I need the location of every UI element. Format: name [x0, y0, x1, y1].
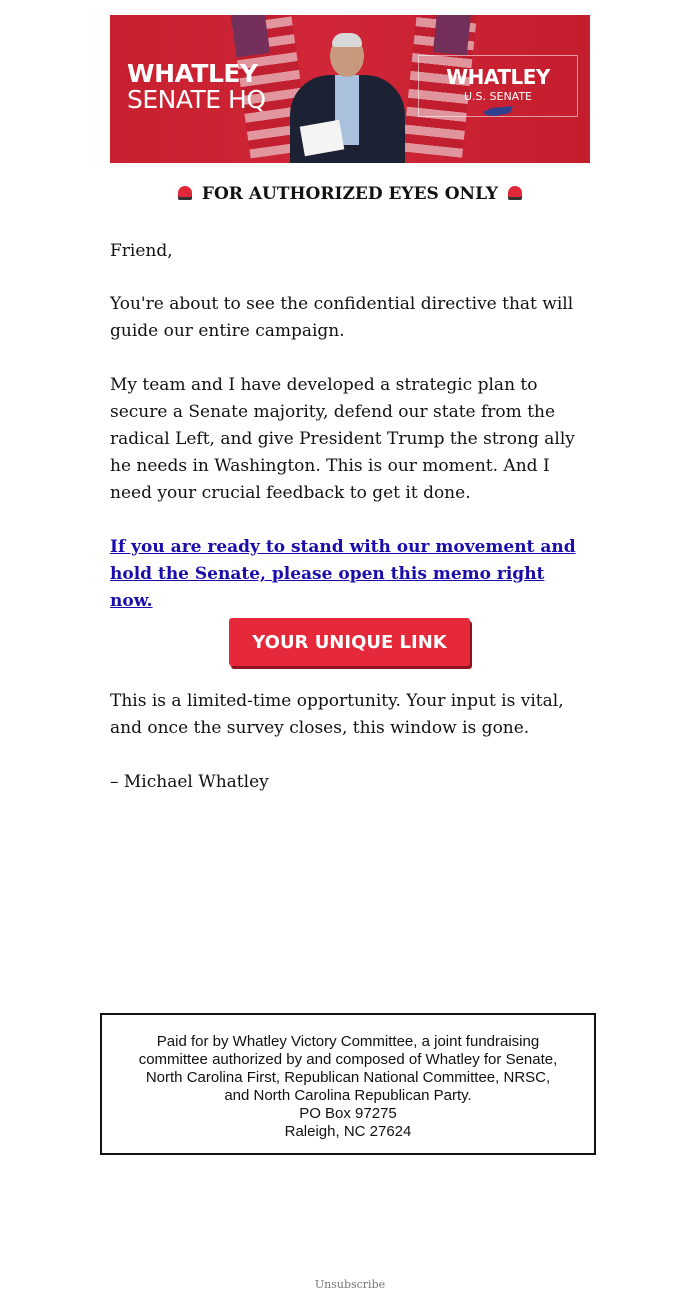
- badge-name: WHATLEY: [446, 65, 550, 89]
- body-paragraph-1: You're about to see the confidential directive that will guide our entire campaign.: [110, 294, 574, 341]
- signature: – Michael Whatley: [110, 772, 269, 792]
- paid-for-disclaimer: [100, 1013, 596, 1155]
- alert-text: FOR AUTHORIZED EYES ONLY: [201, 184, 499, 204]
- disclaimer-line: North Carolina First, Republican National Committee, NRSC,: [145, 1069, 551, 1086]
- senate-logo-badge: [418, 55, 578, 117]
- badge-subtitle: U.S. SENATE: [463, 90, 533, 103]
- siren-icon: [178, 186, 192, 200]
- disclaimer-line: and North Carolina Republican Party.: [224, 1087, 472, 1104]
- body-paragraph-3: This is a limited-time opportunity. Your input is vital, and once the survey closes, this window is gone.: [110, 691, 564, 738]
- disclaimer-line: Paid for by Whatley Victory Committee, a joint fundraising: [156, 1033, 540, 1050]
- banner-title-line1: WHATLEY: [127, 59, 258, 88]
- disclaimer-address: PO Box 97275: [299, 1105, 397, 1122]
- banner-title-line2: SENATE HQ: [127, 85, 266, 114]
- body-paragraph-2: My team and I have developed a strategic plan to secure a Senate majority, defend our state from the radical Left, and give President Trump the strong ally he needs in Washington. This is our moment. And I need your crucial feedback to get it done.: [110, 375, 575, 503]
- disclaimer-city: Raleigh, NC 27624: [284, 1123, 412, 1140]
- north-carolina-icon: [483, 106, 513, 116]
- header-banner: [110, 15, 590, 163]
- unsubscribe-link[interactable]: Unsubscribe: [314, 1278, 386, 1291]
- unique-link-button[interactable]: YOUR UNIQUE LINK: [229, 618, 470, 666]
- alert-heading: [110, 184, 590, 204]
- disclaimer-line: committee authorized by and composed of Whatley for Senate,: [138, 1051, 558, 1068]
- memo-link[interactable]: If you are ready to stand with our movement and hold the Senate, please open this memo right now.: [110, 537, 576, 611]
- siren-icon: [508, 186, 522, 200]
- candidate-photo: [290, 35, 405, 163]
- banner-title: [127, 61, 266, 112]
- greeting: Friend,: [110, 241, 173, 261]
